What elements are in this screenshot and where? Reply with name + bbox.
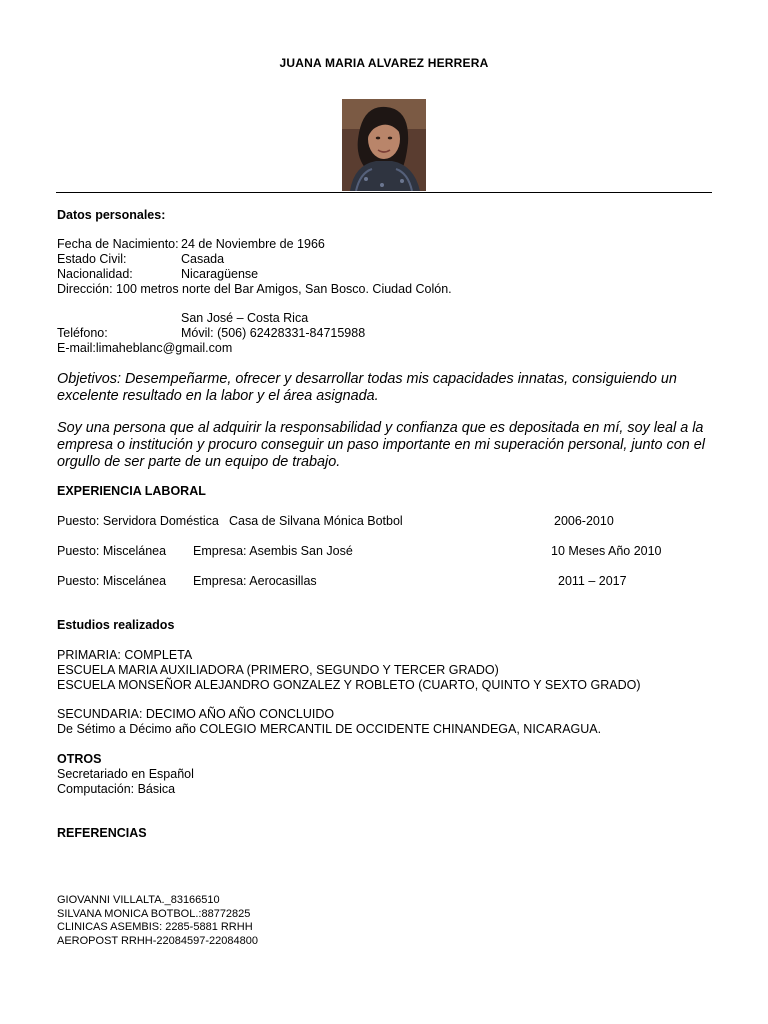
job-position: Puesto: Miscelánea [57,574,167,588]
primary-status: PRIMARIA: COMPLETA [57,648,193,662]
job-position: Puesto: Servidora Doméstica [57,514,219,528]
about-line-1: Soy una persona que al adquirir la responsabilidad y confianza que es depositada en mí, soy leal a la [57,420,704,436]
others-heading: OTROS [57,752,102,766]
job-company: Casa de Silvana Mónica Botbol [229,514,403,528]
job-period: 2011 – 2017 [558,574,627,588]
references-heading: REFERENCIAS [57,826,147,840]
birth-label: Fecha de Nacimiento: [57,237,179,251]
job-company: Empresa: Asembis San José [193,544,353,558]
job-position: Puesto: Miscelánea [57,544,167,558]
about-line-2: empresa o institución y procuro conseguir un paso importante en mi superación personal, junto con el [57,437,705,453]
job-company: Empresa: Aerocasillas [193,574,317,588]
primary-school-1: ESCUELA MARIA AUXILIADORA (PRIMERO, SEGUNDO Y TERCER GRADO) [57,663,499,677]
others-item: Computación: Básica [57,782,176,796]
portrait-image [342,99,426,191]
reference-item: SILVANA MONICA BOTBOL.:88772825 [57,907,251,920]
reference-item: AEROPOST RRHH-22084597-22084800 [57,934,258,947]
email: E-mail:limaheblanc@gmail.com [57,341,233,355]
job-period: 2006-2010 [554,514,614,528]
objectives-line-1: Objetivos: Desempeñarme, ofrecer y desarrollar todas mis capacidades innatas, consiguiendo un [57,371,677,387]
resume-name: JUANA MARIA ALVAREZ HERRERA [279,56,489,70]
civil-label: Estado Civil: [57,252,127,266]
others-item: Secretariado en Español [57,767,194,781]
address: Dirección: 100 metros norte del Bar Amigos, San Bosco. Ciudad Colón. [57,282,452,296]
job-period: 10 Meses Año 2010 [551,544,662,558]
profile-photo [342,99,426,191]
nationality-label: Nacionalidad: [57,267,133,281]
about-line-3: orgullo de ser parte de un equipo de trabajo. [57,454,341,470]
phone-value: Móvil: (506) 62428331-84715988 [181,326,366,340]
phone-label: Teléfono: [57,326,108,340]
secondary-detail: De Sétimo a Décimo año COLEGIO MERCANTIL DE OCCIDENTE CHINANDEGA, NICARAGUA. [57,722,602,736]
experience-heading: EXPERIENCIA LABORAL [57,484,206,498]
birth-value: 24 de Noviembre de 1966 [181,237,325,251]
personal-heading: Datos personales: [57,208,166,222]
objectives-line-2: excelente resultado en la labor y el área asignada. [57,388,379,404]
city: San José – Costa Rica [181,311,309,325]
studies-heading: Estudios realizados [57,618,175,632]
reference-item: CLINICAS ASEMBIS: 2285-5881 RRHH [57,921,253,933]
nationality-value: Nicaragüense [181,267,259,281]
header-divider [56,192,712,193]
primary-school-2: ESCUELA MONSEÑOR ALEJANDRO GONZALEZ Y ROBLETO (CUARTO, QUINTO Y SEXTO GRADO) [57,678,641,692]
civil-value: Casada [181,252,225,266]
reference-item: GIOVANNI VILLALTA._83166510 [57,894,220,906]
secondary-status: SECUNDARIA: DECIMO AÑO AÑO CONCLUIDO [57,707,335,721]
